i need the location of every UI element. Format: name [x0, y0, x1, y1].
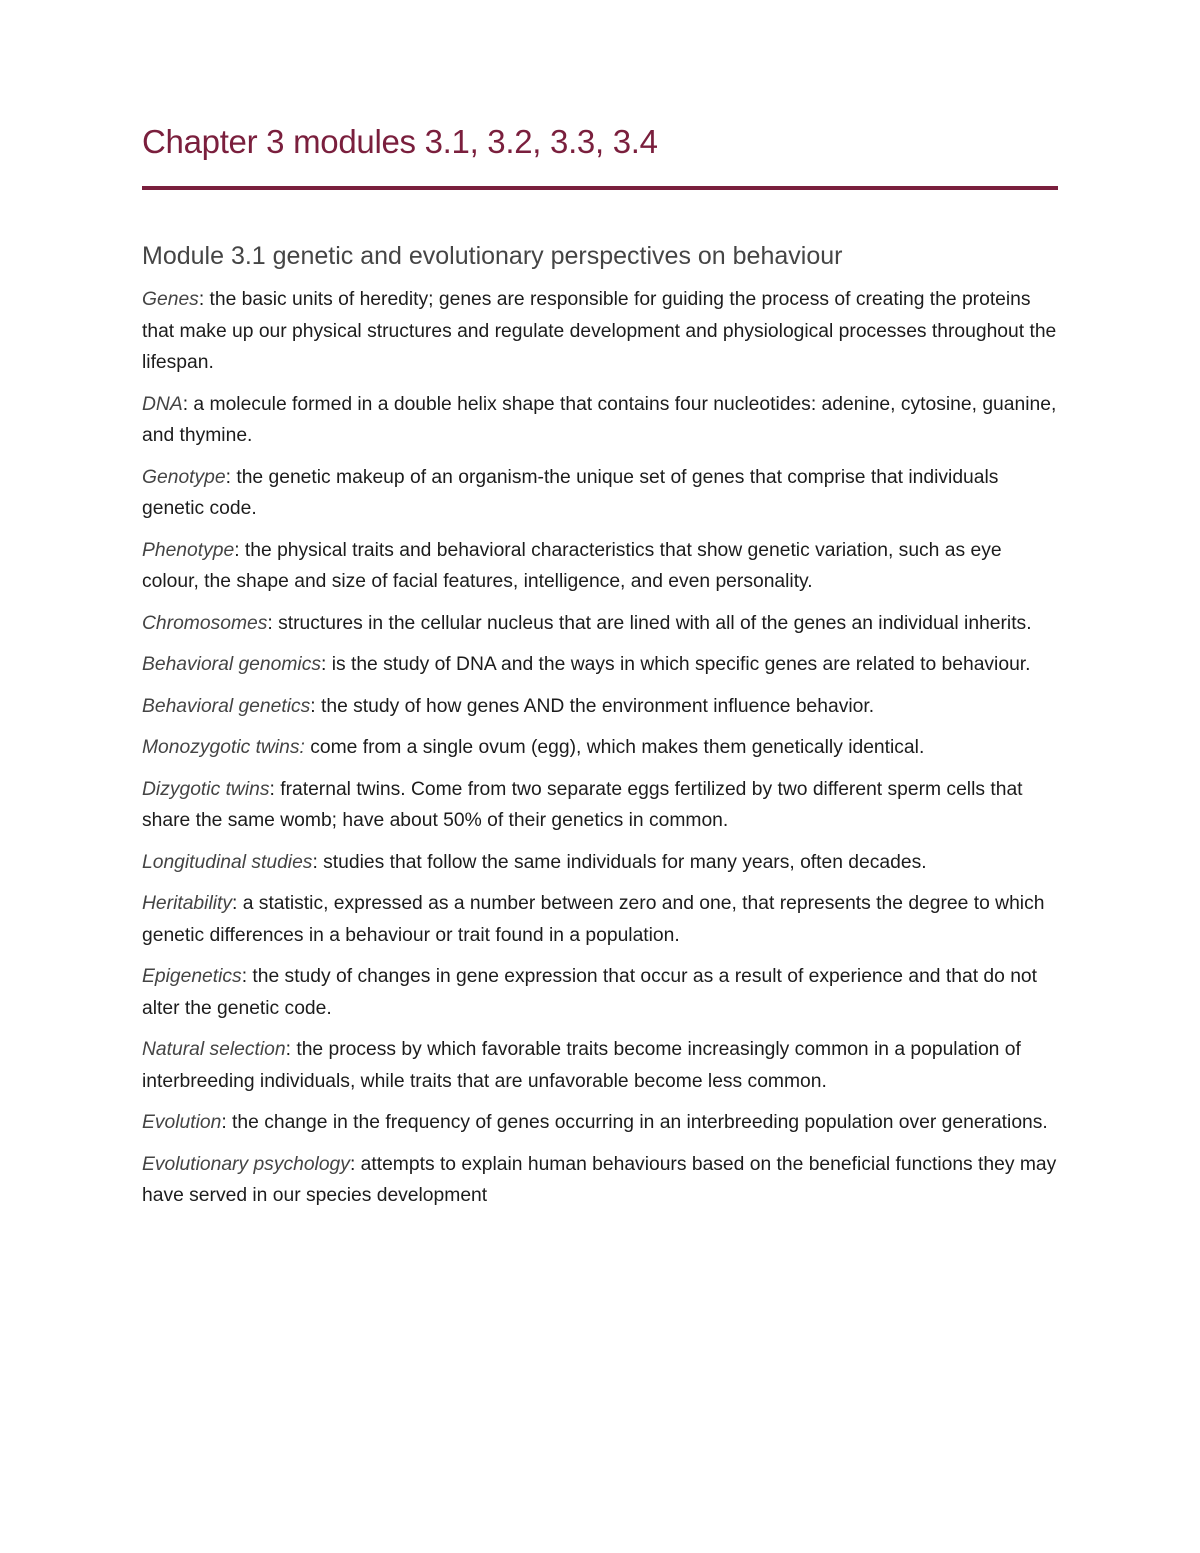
definition-item: [142, 961, 1058, 1024]
definition-text: : fraternal twins. Come from two separate eggs fertilized by two different sperm cells that share the same womb; have about 50% of their genetics in common.: [142, 778, 1023, 831]
module-heading: Module 3.1 genetic and evolutionary perspectives on behaviour: [142, 242, 843, 270]
definition-text: : the study of changes in gene expression that occur as a result of experience and that do not alter the genetic code.: [142, 966, 1038, 1019]
definition-item: [142, 1149, 1058, 1212]
definition-text: : the change in the frequency of genes occurring in an interbreeding population over generations.: [221, 1112, 1048, 1133]
definition-term: Dizygotic twins: [142, 778, 270, 800]
definition-text: : a molecule formed in a double helix shape that contains four nucleotides: adenine, cytosine, guanine, and thymine.: [142, 393, 1057, 446]
definition-term: Chromosomes: [142, 612, 268, 634]
definition-text: : the physical traits and behavioral characteristics that show genetic variation, such as eye colour, the shape and size of facial features, intelligence, and even personality.: [142, 539, 1002, 592]
definition-term: Phenotype: [142, 539, 235, 561]
definition-term: Heritability: [142, 893, 233, 914]
definition-text: come from a single ovum (egg), which makes them genetically identical.: [304, 737, 925, 758]
definition-item: [142, 649, 1058, 681]
definition-term: Behavioral genetics: [142, 695, 311, 717]
definition-item: [142, 691, 1058, 723]
definition-item: [142, 389, 1058, 452]
document-title: Chapter 3 modules 3.1, 3.2, 3.3, 3.4: [142, 123, 658, 160]
definition-item: [142, 1034, 1058, 1097]
definition-text: : attempts to explain human behaviours based on the beneficial functions they may have served in our species development: [142, 1153, 1057, 1206]
definition-term: Genotype: [142, 466, 226, 488]
definition-term: Monozygotic twins:: [142, 737, 305, 758]
document-page: [142, 118, 1058, 1222]
definition-term: Longitudinal studies: [142, 851, 313, 873]
definition-text: : the basic units of heredity; genes are responsible for guiding the process of creating the proteins that make up our physical structures and regulate development and physiological processes throughout the lifespan.: [142, 289, 1057, 373]
definition-term: Evolution: [142, 1112, 222, 1133]
title-divider: [142, 186, 1058, 190]
definition-item: [142, 462, 1058, 525]
definition-term: Evolutionary psychology: [142, 1153, 350, 1175]
definition-list: [142, 284, 1058, 1212]
definition-text: : a statistic, expressed as a number between zero and one, that represents the degree to which genetic differences in a behaviour or trait found in a population.: [142, 893, 1045, 946]
definition-text: : studies that follow the same individuals for many years, often decades.: [312, 851, 927, 873]
definition-item: [142, 732, 1058, 764]
definition-term: Natural selection: [142, 1039, 286, 1060]
definition-term: Genes: [142, 289, 199, 310]
definition-item: [142, 284, 1058, 379]
definition-term: Epigenetics: [142, 966, 242, 987]
definition-item: [142, 888, 1058, 951]
definition-term: DNA: [142, 393, 183, 415]
definition-text: : is the study of DNA and the ways in which specific genes are related to behaviour.: [320, 654, 1031, 675]
definition-text: : structures in the cellular nucleus that are lined with all of the genes an individual inherits.: [267, 612, 1032, 634]
definition-text: : the study of how genes AND the environment influence behavior.: [310, 695, 875, 717]
definition-text: : the process by which favorable traits become increasingly common in a population of interbreeding individuals, while traits that are unfavorable become less common.: [142, 1039, 1021, 1092]
definition-item: [142, 608, 1058, 640]
definition-text: : the genetic makeup of an organism-the unique set of genes that comprise that individuals genetic code.: [142, 466, 999, 519]
definition-item: [142, 847, 1058, 879]
definition-item: [142, 535, 1058, 598]
definition-term: Behavioral genomics: [142, 654, 321, 675]
definition-item: [142, 1107, 1058, 1139]
definition-item: [142, 774, 1058, 837]
